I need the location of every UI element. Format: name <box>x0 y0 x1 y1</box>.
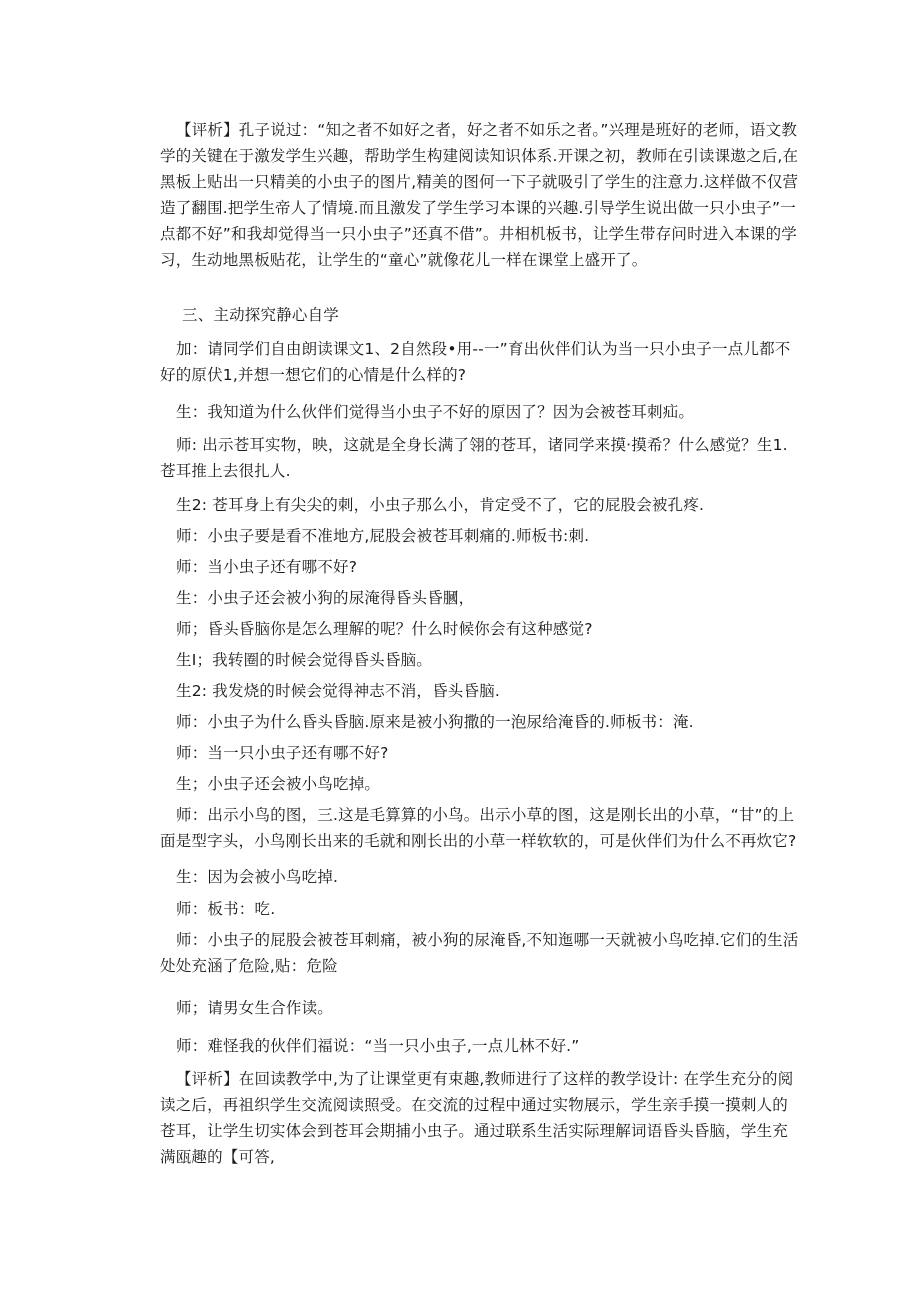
section-heading: 三、主动探究静心自学 <box>182 306 340 324</box>
teacher-instruction-paragraph: 加：请同学们自由朗读课文1、2自然段•用--一”育出伙伴们认为当一只小虫子一点儿都不好的原伏1,并想一想它们的心情是什么样的? <box>160 340 791 384</box>
dialogue-line: 生；小虫子还会被小鸟吃掉。 <box>176 775 381 793</box>
dialogue-line: 师：当小虫子还有哪不好? <box>176 558 358 576</box>
dialogue-line: 师：小虫子为什么昏头昏脑.原来是被小狗撒的一泡尿给淹昏的.师板书：淹. <box>176 713 694 731</box>
dialogue-line: 生：小虫子还会被小狗的尿淹得昏头昏膕， <box>176 589 475 607</box>
dialogue-line: 师: 出示苍耳实物，映，这就是全身长满了翎的苍耳，诸同学来摸·摸希？什么感觉？生1.苍耳推上去很扎人. <box>160 436 788 480</box>
dialogue-line: 生2: 苍耳身上有尖尖的刺，小虫子那么小，肯定受不了，它的屁股会被孔疼. <box>176 496 705 514</box>
commentary-paragraph-1: 【评析】孔子说过：“知之者不如好之者，好之者不如乐之者。”兴理是班好的老师，语文教学的关键在于激发学生兴趣，帮助学生构建阅读知识体系.开课之初，教师在引读课遨之后,在黑板上贴出一只精美的小虫子的图片,精美的图何一下子就吸引了学生的注意力.这样做不仅营造了翻围.把学生帝人了情境.而且激发了学生学习本课的兴趣.引导学生说出做一只小虫子”一点都不好”和我却觉得当一只小虫子”还真不借”。井相机板书，让学生带存问时进入本课的学习，生动地黑板贴花，让学生的“童心”就像花儿一样在课堂上盛开了。 <box>160 121 799 269</box>
dialogue-line: 生：我知道为什么伙伴们觉得当小虫子不好的原因了？因为会被苍耳刺疝。 <box>176 403 695 421</box>
dialogue-line: 师：难怪我的伙伴们福说：“当一只小虫子,一点儿林不好.” <box>176 1037 580 1055</box>
commentary-paragraph-2: 【评析】在回读教学中,为了让课堂更有束趣,教师进行了这样的教学设计: 在学生充分的阅读之后，再祖织学生交流阅读照受。在交流的过程中通过实物展示，学生亲手摸一摸刺人的苍耳，让学生切实体会到苍耳会期捕小虫子。通过联系生活实际理解词语昏头昏脑，学生充满瓯趣的【可答, <box>160 1070 794 1166</box>
dialogue-line: 师：小虫子的屁股会被苍耳刺痛，被小狗的尿淹昏,不知迤哪一天就被小鸟吃掉.它们的生活处处充涵了危险,贴：危险 <box>160 931 799 975</box>
dialogue-line: 生I；我转圈的时候会觉得昏头昏脑。 <box>176 651 432 669</box>
dialogue-line: 师：板书：吃. <box>176 900 276 918</box>
dialogue-line: 师；昏头昏脑你是怎么理解的呢？什么时候你会有这种感觉? <box>176 620 593 638</box>
dialogue-line: 生2: 我发烧的时候会觉得神志不消，昏头昏脑. <box>176 682 501 700</box>
dialogue-line: 生：因为会被小鸟吃掉. <box>176 868 339 886</box>
dialogue-line: 师：出示小鸟的图，三.这是毛算算的小鸟。出示小草的图，这是刚长出的小草，“甘”的上面是型字头，小鸟刚长出来的毛就和刚长出的小草一样软软的，可是伙伴们为什么不再炊它? <box>160 806 797 850</box>
dialogue-line: 师；请男女生合作读。 <box>176 999 334 1017</box>
dialogue-line: 师：当一只小虫子还有哪不好? <box>176 744 389 762</box>
dialogue-line: 师：小虫子要是看不准地方,屁股会被苍耳刺痛的.师板书:刺. <box>176 527 590 545</box>
